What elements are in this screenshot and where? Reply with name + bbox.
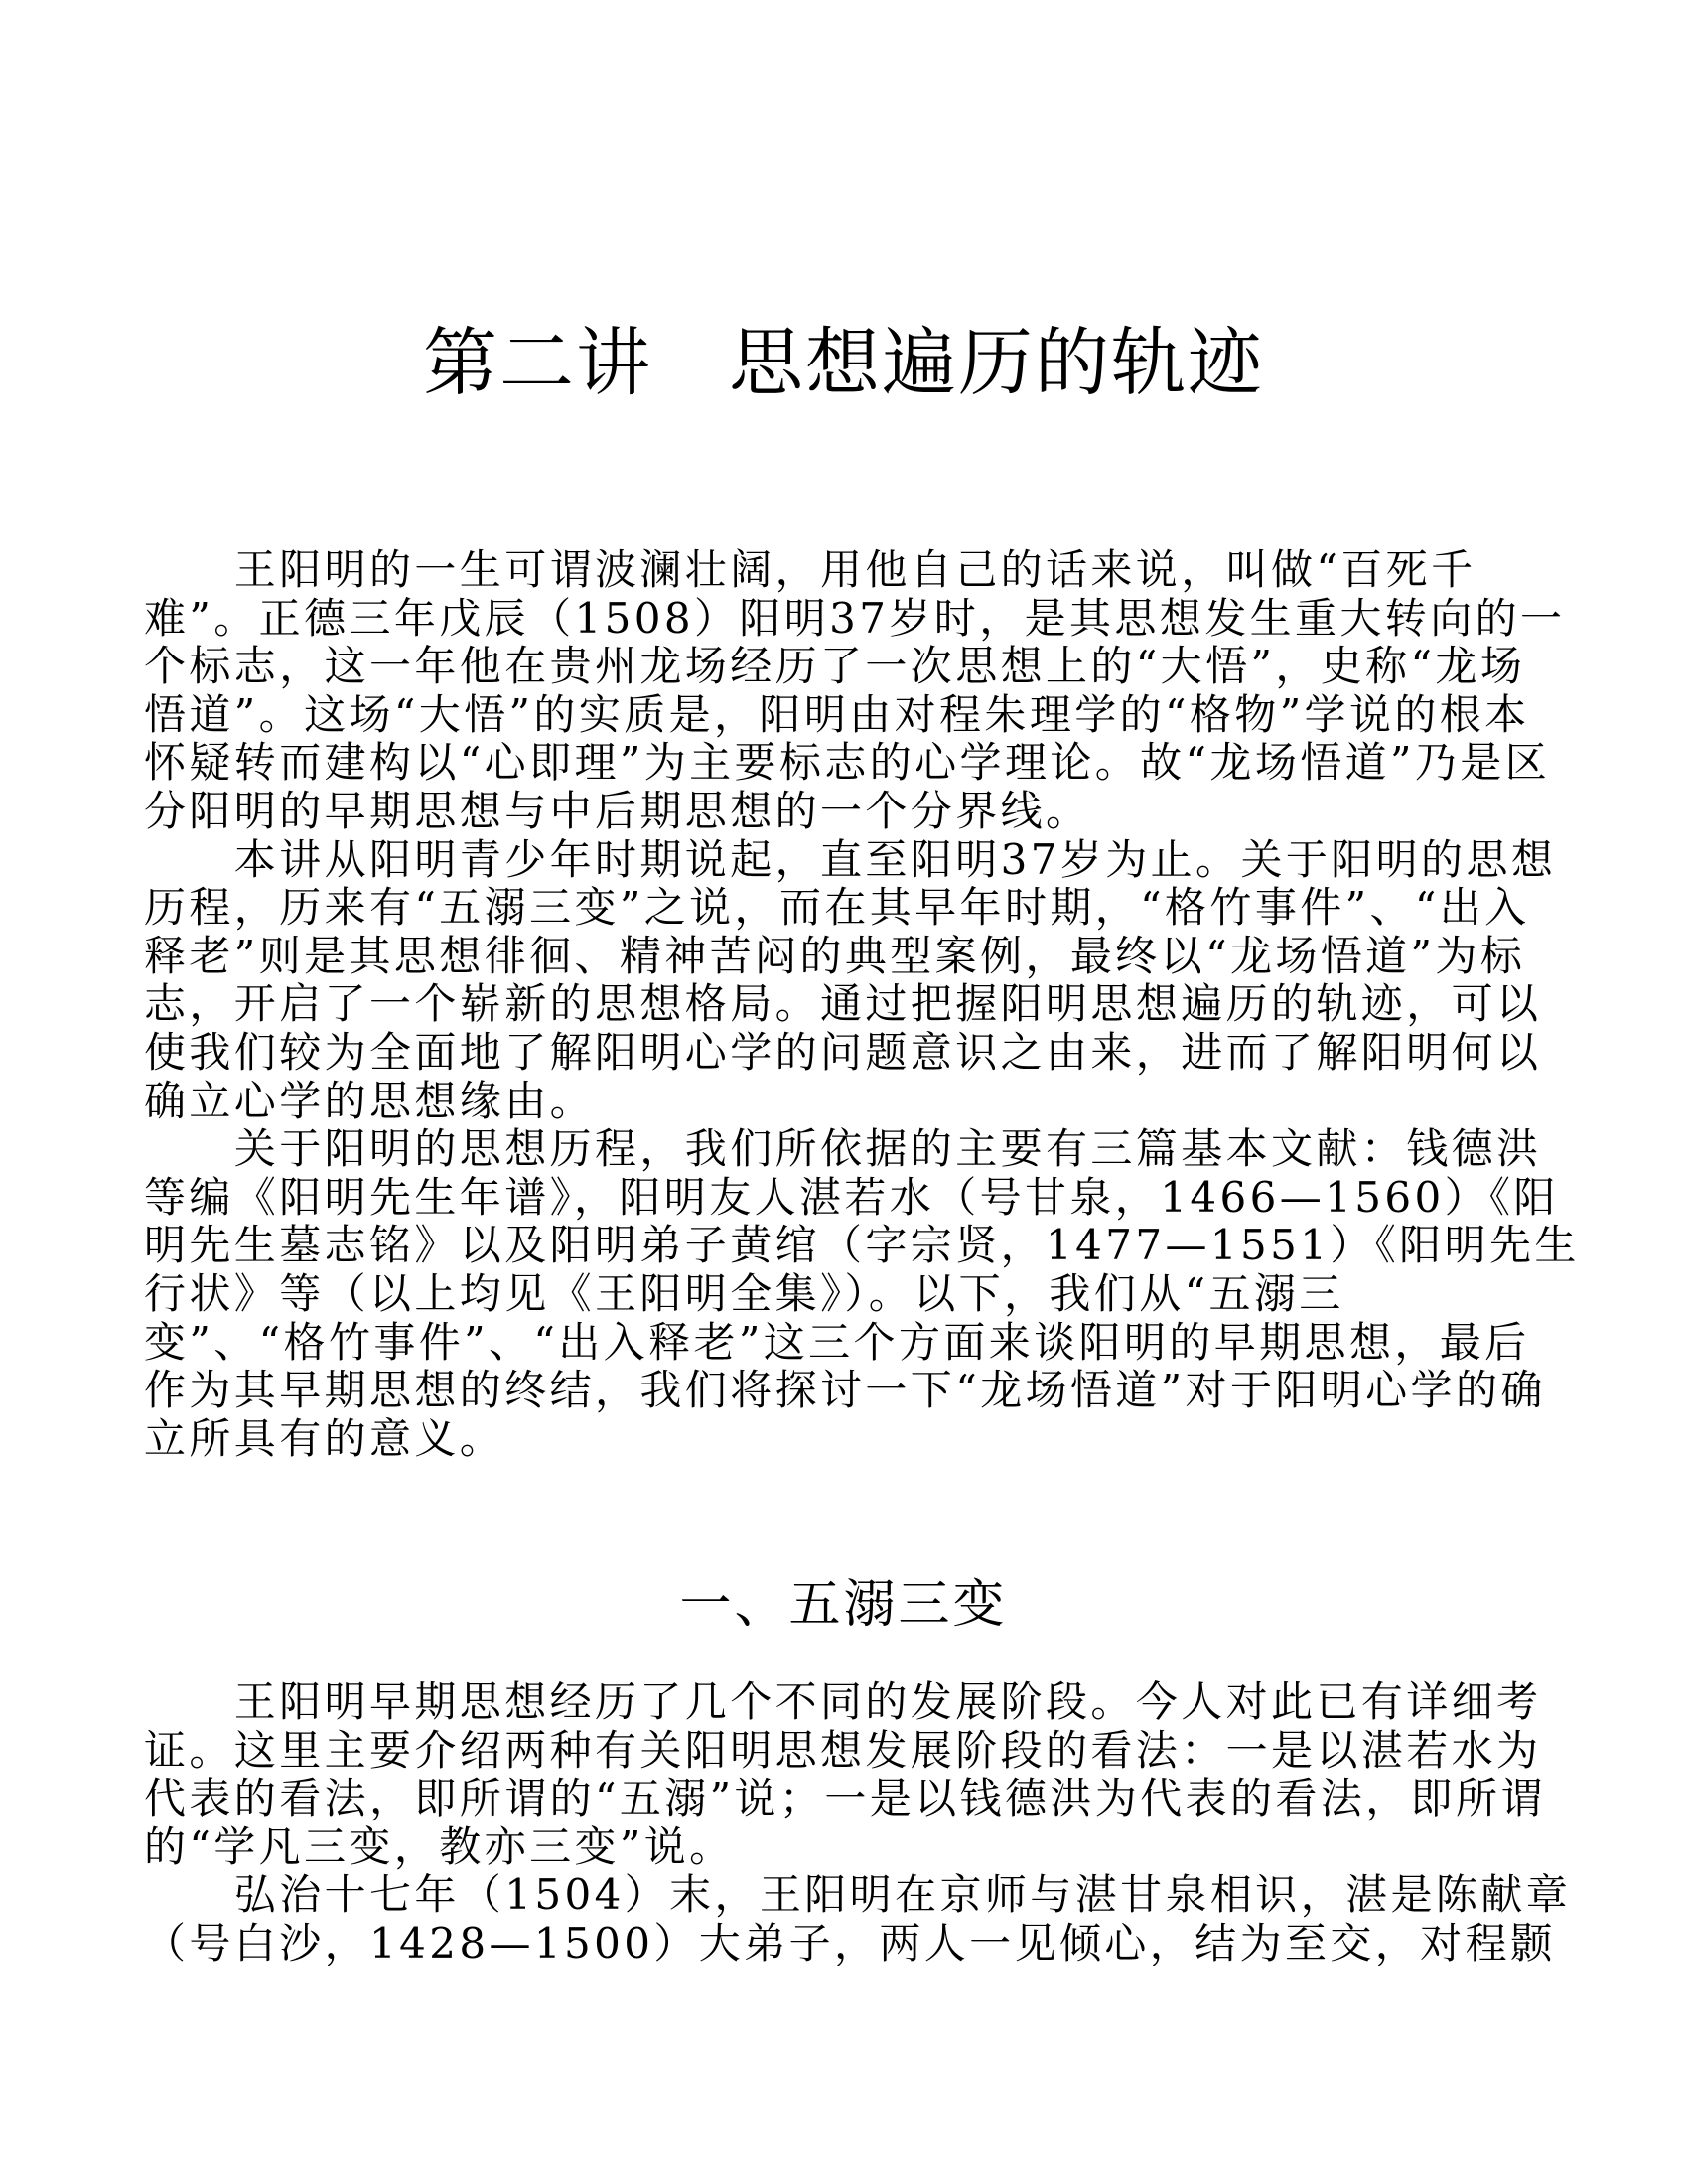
text-line: （号白沙，1428—1500）大弟子，两人一见倾心，结为至交，对程颢: [144, 1918, 1556, 1967]
chapter-title: 第二讲 思想遍历的轨迹: [422, 319, 1264, 407]
text-line: 王阳明的一生可谓波澜壮阔，用他自己的话来说，叫做“百死千: [144, 545, 1476, 594]
text-line: 立所具有的意义。: [144, 1413, 505, 1463]
text-line: 本讲从阳明青少年时期说起，直至阳明37岁为止。关于阳明的思想: [144, 834, 1557, 884]
text-line: 弘治十七年（1504）末，王阳明在京师与湛甘泉相识，湛是陈献章: [144, 1870, 1572, 1920]
body-text-block-2: [144, 1677, 1572, 1968]
text-line: 确立心学的思想缘由。: [144, 1076, 596, 1125]
text-line: 分阳明的早期思想与中后期思想的一个分界线。: [144, 786, 1091, 835]
text-line: 怀疑转而建构以“心即理”为主要标志的心学理论。故“龙场悟道”乃是区: [144, 738, 1551, 788]
text-line: 王阳明早期思想经历了几个不同的发展阶段。今人对此已有详细考: [144, 1677, 1542, 1726]
body-text-block-1: [144, 545, 1580, 1463]
text-line: 使我们较为全面地了解阳明心学的问题意识之由来，进而了解阳明何以: [144, 1027, 1542, 1077]
text-line: 明先生墓志铭》以及阳明弟子黄绾（字宗贤，1477—1551）《阳明先生: [144, 1221, 1580, 1270]
text-line: 变”、“格竹事件”、“出入释老”这三个方面来谈阳明的早期思想，最后: [144, 1317, 1530, 1367]
text-line: 志，开启了一个崭新的思想格局。通过把握阳明思想遍历的轨迹，可以: [144, 979, 1542, 1029]
text-line: 证。这里主要介绍两种有关阳明思想发展阶段的看法：一是以湛若水为: [144, 1725, 1542, 1775]
text-line: 悟道”。这场“大悟”的实质是，阳明由对程朱理学的“格物”学说的根本: [144, 689, 1530, 739]
text-line: 释老”则是其思想徘徊、精神苦闷的典型案例，最终以“龙场悟道”为标: [144, 931, 1526, 980]
section-heading: 一、五溺三变: [679, 1575, 1008, 1636]
text-line: 代表的看法，即所谓的“五溺”说；一是以钱德洪为代表的看法，即所谓: [144, 1774, 1546, 1823]
text-line: 等编《阳明先生年谱》，阳明友人湛若水（号甘泉，1466—1560）《阳: [144, 1172, 1559, 1222]
text-line: 个标志，这一年他在贵州龙场经历了一次思想上的“大悟”，史称“龙场: [144, 642, 1526, 691]
text-line: 作为其早期思想的终结，我们将探讨一下“龙场悟道”对于阳明心学的确: [144, 1366, 1546, 1415]
text-line: 历程，历来有“五溺三变”之说，而在其早年时期，“格竹事件”、“出入: [144, 883, 1530, 933]
text-line: 关于阳明的思想历程，我们所依据的主要有三篇基本文献：钱德洪: [144, 1124, 1542, 1174]
text-line: 行状》等（以上均见《王阳明全集》）。以下，我们从“五溺三: [144, 1268, 1344, 1318]
text-line: 的“学凡三变，教亦三变”说。: [144, 1821, 735, 1871]
text-line: 难”。正德三年戊辰（1508）阳明37岁时，是其思想发生重大转向的一: [144, 593, 1566, 643]
